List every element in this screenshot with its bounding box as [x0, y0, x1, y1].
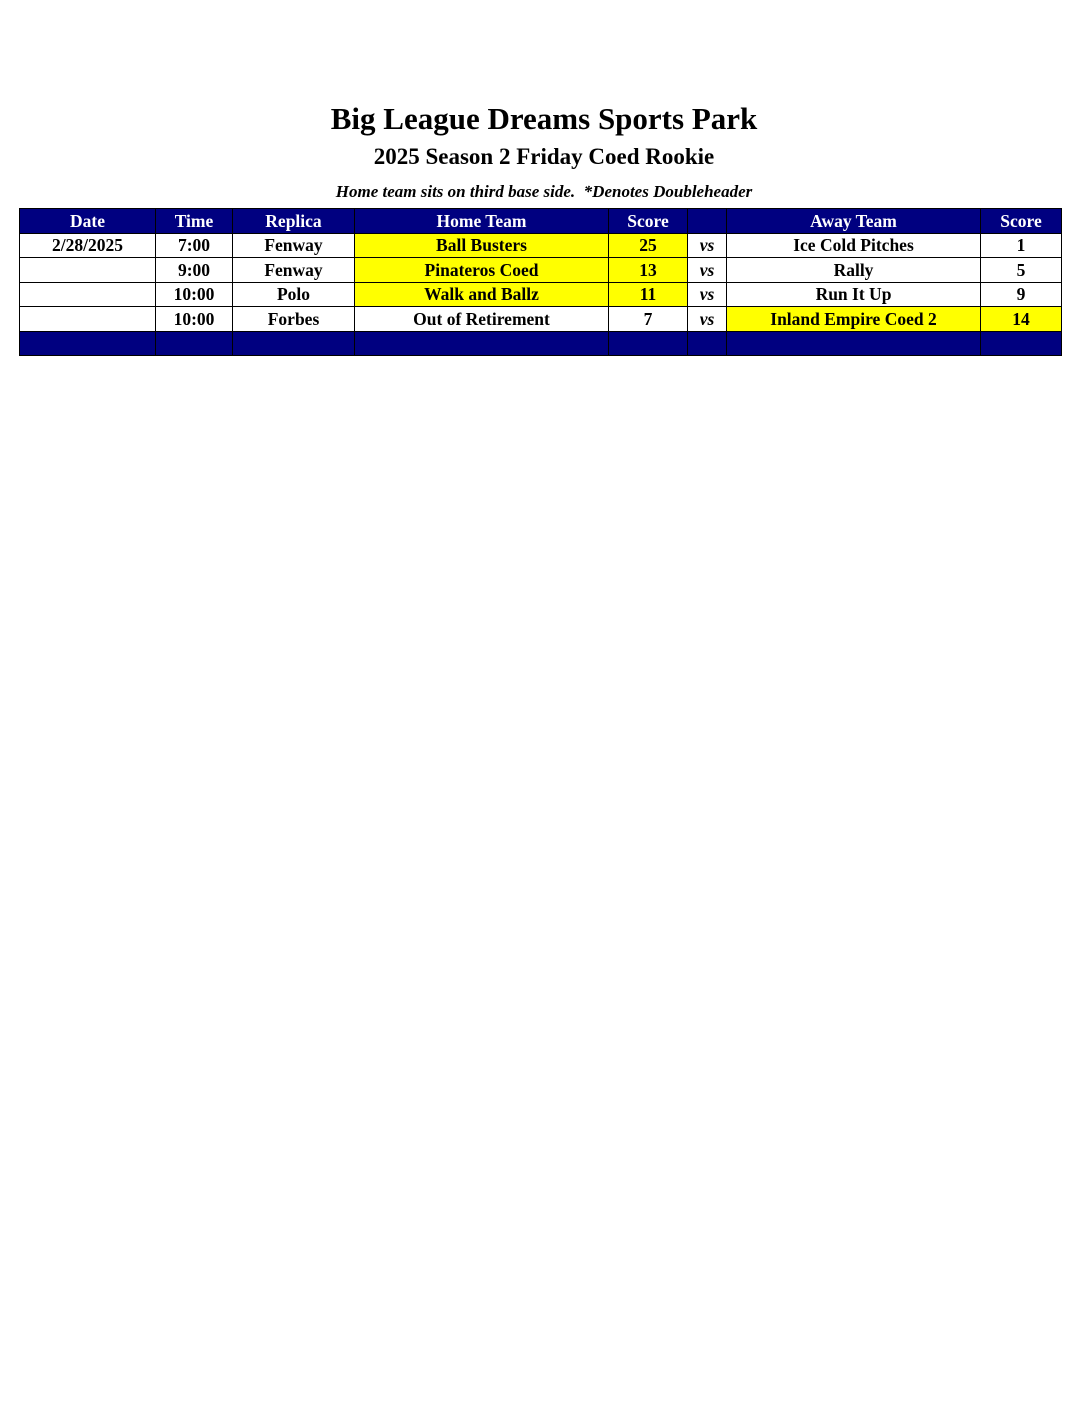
footer-cell — [981, 331, 1062, 356]
column-header-vs — [688, 209, 727, 234]
header-row — [20, 209, 1062, 234]
game-date — [20, 307, 156, 332]
home-score: 13 — [609, 258, 688, 283]
table-row — [20, 307, 1062, 332]
game-date — [20, 258, 156, 283]
table-row — [20, 282, 1062, 307]
away-score: 5 — [981, 258, 1062, 283]
game-time: 10:00 — [156, 307, 233, 332]
home-team: Walk and Ballz — [355, 282, 609, 307]
home-team: Out of Retirement — [355, 307, 609, 332]
vs-label: vs — [688, 258, 727, 283]
schedule-note: Home team sits on third base side. *Denotes Doubleheader — [335, 182, 753, 201]
column-header-home-team: Home Team — [355, 209, 609, 234]
away-score: 14 — [981, 307, 1062, 332]
footer-cell — [20, 331, 156, 356]
page-subtitle: 2025 Season 2 Friday Coed Rookie — [373, 144, 715, 169]
table-footer-row — [20, 331, 1062, 356]
footer-cell — [156, 331, 233, 356]
footer-cell — [233, 331, 355, 356]
column-header-date: Date — [20, 209, 156, 234]
game-time: 7:00 — [156, 233, 233, 258]
table-row — [20, 258, 1062, 283]
home-team: Pinateros Coed — [355, 258, 609, 283]
column-header-away-team: Away Team — [727, 209, 981, 234]
schedule-table — [19, 208, 1062, 356]
home-score: 25 — [609, 233, 688, 258]
away-team: Rally — [727, 258, 981, 283]
vs-label: vs — [688, 282, 727, 307]
game-replica: Fenway — [233, 233, 355, 258]
game-time: 9:00 — [156, 258, 233, 283]
game-replica: Forbes — [233, 307, 355, 332]
away-team: Ice Cold Pitches — [727, 233, 981, 258]
vs-label: vs — [688, 233, 727, 258]
column-header-away-score: Score — [981, 209, 1062, 234]
away-team: Inland Empire Coed 2 — [727, 307, 981, 332]
footer-cell — [727, 331, 981, 356]
game-date: 2/28/2025 — [20, 233, 156, 258]
vs-label: vs — [688, 307, 727, 332]
footer-cell — [688, 331, 727, 356]
footer-cell — [609, 331, 688, 356]
home-score: 11 — [609, 282, 688, 307]
column-header-time: Time — [156, 209, 233, 234]
home-score: 7 — [609, 307, 688, 332]
game-replica: Fenway — [233, 258, 355, 283]
game-date — [20, 282, 156, 307]
page-title: Big League Dreams Sports Park — [330, 101, 758, 136]
away-score: 1 — [981, 233, 1062, 258]
game-replica: Polo — [233, 282, 355, 307]
away-score: 9 — [981, 282, 1062, 307]
away-team: Run It Up — [727, 282, 981, 307]
footer-cell — [355, 331, 609, 356]
table-row — [20, 233, 1062, 258]
home-team: Ball Busters — [355, 233, 609, 258]
column-header-replica: Replica — [233, 209, 355, 234]
column-header-home-score: Score — [609, 209, 688, 234]
game-time: 10:00 — [156, 282, 233, 307]
